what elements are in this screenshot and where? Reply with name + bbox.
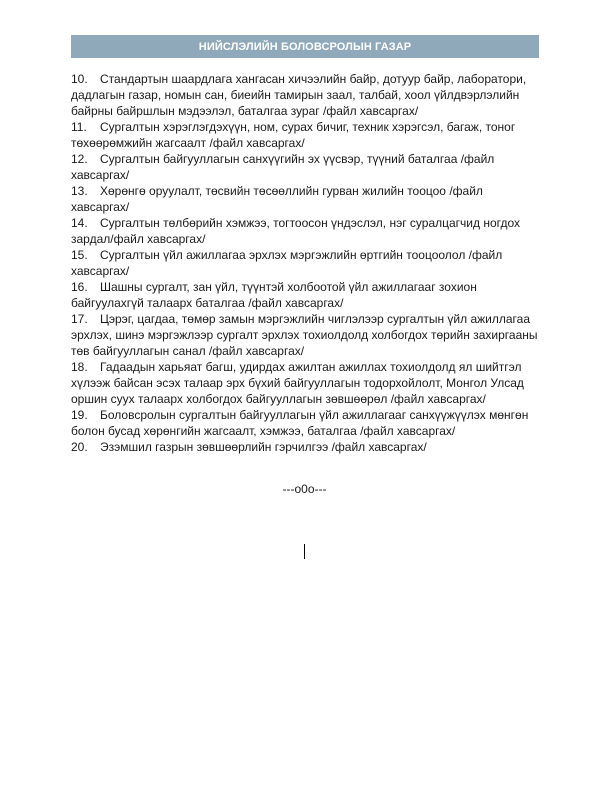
list-item-line [71,311,541,327]
list-item-number: 16. [71,280,88,294]
end-mark: ---o0o--- [282,482,327,496]
list-item [71,439,541,455]
list-item [71,151,541,183]
list-item-line [71,359,541,375]
list-item-text: болон бусад хөрөнгийн жагсаалт, хэмжээ, баталгаа /файл хавсаргах/ [71,424,456,438]
list-item-text: Сургалтын төлбөрийн хэмжээ, тогтоосон үндэслэл, нэг суралцагчид ногдох [100,216,521,230]
list-item-text: Сургалтын хэрэглэгдэхүүн, ном, сурах бичиг, техник хэрэгсэл, багаж, тоног [100,120,516,134]
list-item-line [71,167,541,183]
list-item-text: Сургалтын байгууллагын санхүүгийн эх үүсвэр, түүний баталгаа /файл [100,152,495,166]
list-item-number: 20. [71,440,88,454]
list-item-text: Хөрөнгө оруулалт, төсвийн төсөөллийн гурван жилийн тооцоо /файл [100,184,483,198]
header-title: НИЙСЛЭЛИЙН БОЛОВСРОЛЫН ГАЗАР [198,40,412,53]
list-item-line [71,423,541,439]
list-item-line [71,135,541,151]
list-item-number: 12. [71,152,88,166]
list-item-number: 15. [71,248,88,262]
list-item-text: төв байгууллагын санал /файл хавсаргах/ [71,344,305,358]
list-item-line [71,279,541,295]
list-item-line [71,87,541,103]
list-item-line [71,375,541,391]
list-item-text: эрхлэх, шинэ мэргэжлээр сургалт эрхлэх тохиолдолд холбогдох төрийн захиргааны [71,328,538,342]
requirements-list [71,71,541,455]
list-item-line [71,71,541,87]
list-item-text: Боловсролын сургалтын байгууллагын үйл ажиллагааг санхүүжүүлэх мөнгөн [100,408,529,422]
list-item-text: Эзэмшил газрын зөвшөөрлийн гэрчилгээ /файл хавсаргах/ [100,440,427,454]
list-item [71,279,541,311]
list-item-number: 17. [71,312,88,326]
text-cursor [304,544,305,559]
list-item-text: хавсаргах/ [71,264,130,278]
list-item-line [71,119,541,135]
list-item-number: 19. [71,408,88,422]
list-item-line [71,151,541,167]
list-item [71,215,541,247]
list-item-text: Цэрэг, цагдаа, төмөр замын мэргэжлийн чиглэлээр сургалтын үйл ажиллагаа [100,312,531,326]
list-item-line [71,183,541,199]
list-item [71,119,541,151]
list-item-line [71,231,541,247]
list-item [71,359,541,407]
list-item-line [71,199,541,215]
list-item [71,407,541,439]
list-item-line [71,391,541,407]
list-item-text: төхөөрөмжийн жагсаалт /файл хавсаргах/ [71,136,305,150]
list-item-text: хүлээж байсан эсэх талаар эрх бүхий байгууллагын тодорхойлолт, Монгол Улсад [71,376,524,390]
list-item-line [71,343,541,359]
list-item-text: зардал/файл хавсаргах/ [71,232,206,246]
list-item-text: Гадаадын харьяат багш, удирдах ажилтан ажиллах тохиолдолд ял шийтгэл [100,360,522,374]
list-item-line [71,247,541,263]
list-item-text: байрны байршлын мэдээлэл, баталгаа зураг /файл хавсаргах/ [71,104,419,118]
list-item-line [71,263,541,279]
list-item [71,247,541,279]
list-item-number: 10. [71,72,88,86]
list-item-text: Стандартын шаардлага хангасан хичээлийн байр, дотуур байр, лаборатори, [100,72,527,86]
list-item-text: хавсаргах/ [71,168,130,182]
list-item-text: Сургалтын үйл ажиллагаа эрхлэх мэргэжлийн өртгийн тооцоолол /файл [100,248,503,262]
list-item-number: 14. [71,216,88,230]
list-item-text: байгуулахгүй талаарх баталгаа /файл хавсаргах/ [71,296,344,310]
list-item [71,71,541,119]
list-item-line [71,439,541,455]
list-item-number: 13. [71,184,88,198]
list-item-line [71,103,541,119]
list-item-text: Шашны сургалт, зан үйл, түүнтэй холбоотой үйл ажиллагааг зохион [100,280,477,294]
list-item-line [71,407,541,423]
list-item-text: дадлагын газар, номын сан, биеийн тамирын заал, талбай, хоол үйлдвэрлэлийн [71,88,520,102]
list-item-number: 18. [71,360,88,374]
list-item-text: хавсаргах/ [71,200,130,214]
list-item-line [71,295,541,311]
list-item-text: оршин суух талаарх холбогдох байгууллагын зөвшөөрөл /файл хавсаргах/ [71,392,486,406]
list-item-line [71,215,541,231]
list-item-number: 11. [71,120,87,134]
list-item [71,311,541,359]
list-item [71,183,541,215]
list-item-line [71,327,541,343]
document-header [71,35,539,58]
